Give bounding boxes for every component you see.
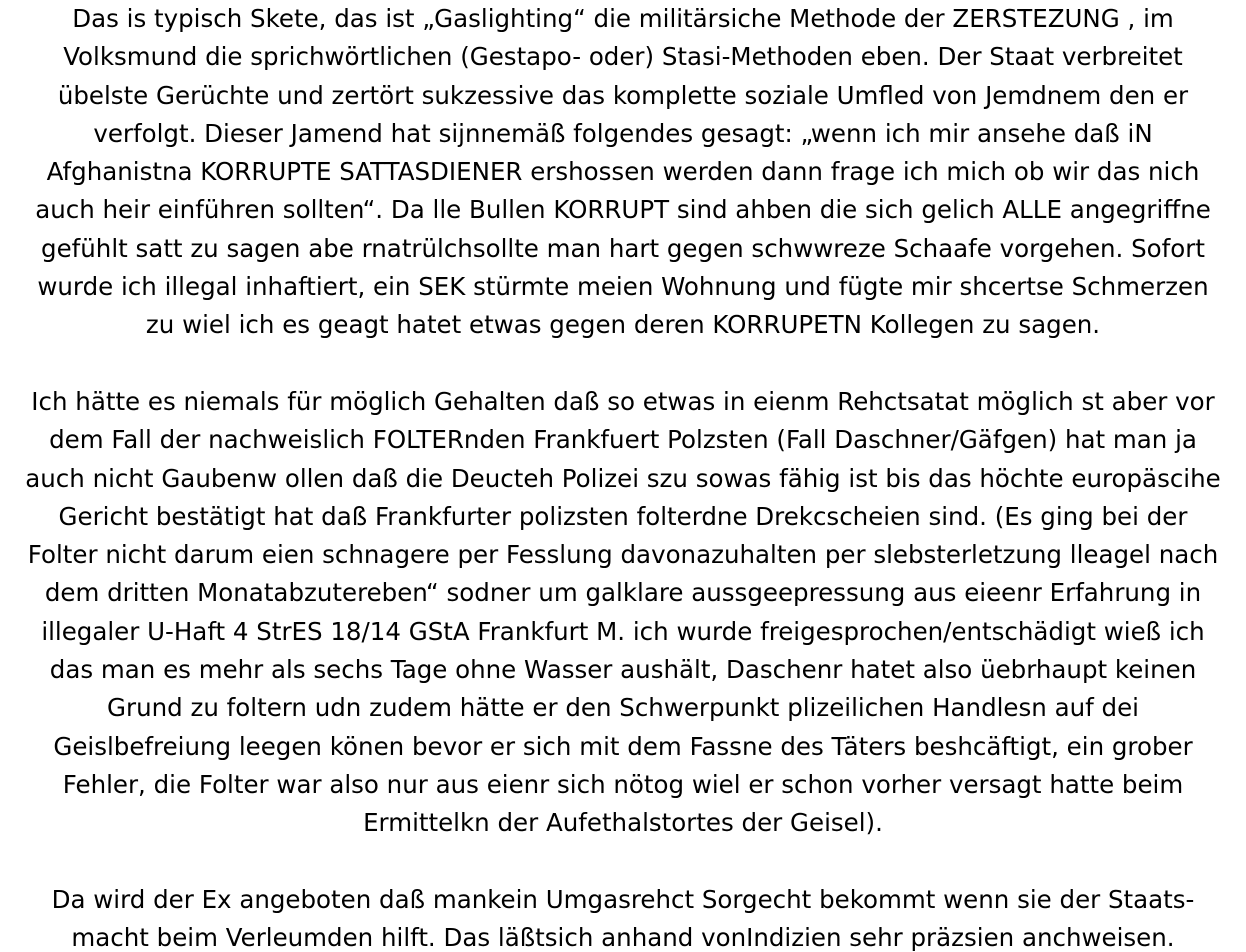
text-line: Das is typisch Skete, das ist „Gaslighting“ die militärsiche Methode der ZERSTEZUNG , im xyxy=(72,4,1174,33)
text-line: auch heir einführen sollten“. Da lle Bullen KORRUPT sind ahben die sich gelich ALLE angegriffne xyxy=(35,195,1211,225)
paragraph-1 xyxy=(0,0,1246,345)
paragraph-gap xyxy=(0,843,1246,881)
paragraph-2 xyxy=(0,383,1246,843)
text-line: Fehler, die Folter war also nur aus eienr sich nötog wiel er schon vorher versagt hatte beim xyxy=(62,769,1184,799)
text-line: macht beim Verleumden hilft. Das läßtsich anhand vonIndizien sehr präzsien anchweisen. xyxy=(71,923,1175,952)
paragraph-3 xyxy=(0,881,1246,952)
text-line: Ich hätte es niemals für möglich Gehalten daß so etwas in eienm Rehctsatat möglich st aber vor xyxy=(31,386,1215,416)
text-line: Geislbefreiung leegen könen bevor er sich mit dem Fassne des Täters beshcäftigt, ein grober xyxy=(53,731,1193,761)
text-line: verfolgt. Dieser Jamend hat sijnnemäß folgendes gesagt: „wenn ich mir ansehe daß iN xyxy=(93,118,1153,148)
text-line: dem Fall der nachweislich FOLTERnden Frankfuert Polzsten (Fall Daschner/Gäfgen) hat man ja xyxy=(49,425,1197,455)
text-line: Grund zu foltern udn zudem hätte er den Schwerpunkt plizeilichen Handlesn auf dei xyxy=(107,693,1139,723)
text-line: illegaler U-Haft 4 StrES 18/14 GStA Frankfurt M. ich wurde freigesprochen/entschädigt wieß ich xyxy=(41,616,1205,646)
text-line: gefühlt satt zu sagen abe rnatrülchsollte man hart gegen schwwreze Schaafe vorgehen. Sofort xyxy=(41,233,1205,263)
text-line: dem dritten Monatabzutereben“ sodner um galklare aussgeepressung aus eieenr Erfahrung in xyxy=(44,578,1202,608)
text-line: das man es mehr als sechs Tage ohne Wasser aushält, Daschenr hatet also üebrhaupt keinen xyxy=(49,655,1197,685)
text-line: auch nicht Gaubenw ollen daß die Deucteh Polizei szu sowas fähig ist bis das höchte europäscihe xyxy=(25,463,1221,493)
text-line: Volksmund die sprichwörtlichen (Gestapo- oder) Stasi-Methoden eben. Der Staat verbreitet xyxy=(63,42,1183,72)
text-line: Ermittelkn der Aufethalstortes der Geisel). xyxy=(363,808,883,838)
text-line: Afghanistna KORRUPTE SATTASDIENER ershossen werden dann frage ich mich ob wir das nich xyxy=(46,157,1200,187)
text-line: zu wiel ich es geagt hatet etwas gegen deren KORRUPETN Kollegen zu sagen. xyxy=(145,310,1101,340)
text-line: Gericht bestätigt hat daß Frankfurter polizsten folterdne Drekcscheien sind. (Es ging bei der xyxy=(58,501,1188,531)
paragraph-gap xyxy=(0,345,1246,383)
text-line: Folter nicht darum eien schnagere per Fesslung davonazuhalten per slebsterletzung lleagel nach xyxy=(27,540,1219,570)
text-line: Da wird der Ex angeboten daß mankein Umgasrehct Sorgecht bekommt wenn sie der Staats- xyxy=(51,884,1195,914)
text-line: wurde ich illegal inhaftiert, ein SEK stürmte meien Wohnung und fügte mir shcertse Schmerzen xyxy=(37,272,1209,302)
text-line: übelste Gerüchte und zertört sukzessive das komplette soziale Umfled von Jemdnem den er xyxy=(57,80,1189,110)
